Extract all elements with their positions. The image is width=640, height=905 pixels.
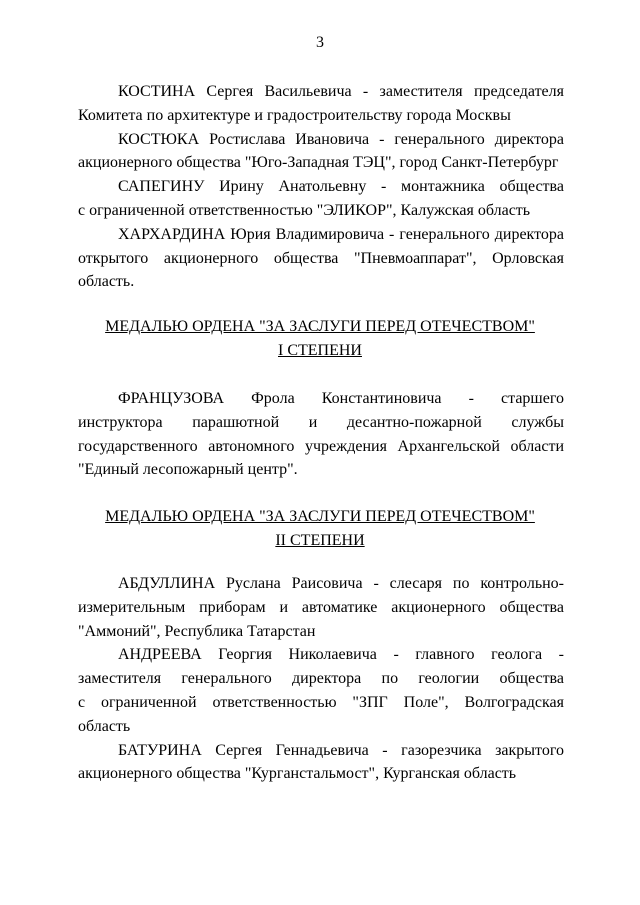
- entry-text-line: "Единый лесопожарный центр".: [78, 461, 298, 479]
- page-number: 3: [316, 34, 324, 51]
- entry-text-line: Комитета по архитектуре и градостроительству города Москвы: [78, 106, 511, 124]
- heading-line: МЕДАЛЬЮ ОРДЕНА "ЗА ЗАСЛУГИ ПЕРЕД ОТЕЧЕСТВОМ": [105, 318, 535, 335]
- list-item: [78, 643, 564, 738]
- entry-text-line: "Аммоний", Республика Татарстан: [78, 622, 316, 640]
- entry-text-line: акционерного общества "Юго-Западная ТЭЦ", город Санкт-Петербург: [78, 154, 559, 172]
- list-item: [78, 80, 564, 128]
- heading-line: МЕДАЛЬЮ ОРДЕНА "ЗА ЗАСЛУГИ ПЕРЕД ОТЕЧЕСТВОМ": [105, 508, 535, 525]
- section-heading-first-degree: [0, 315, 640, 363]
- entry-text-line: открытого акционерного общества "Пневмоаппарат", Орловская: [78, 249, 564, 267]
- list-item: [78, 572, 564, 643]
- entry-text-line: САПЕГИНУ Ирину Анатольевну - монтажника общества: [118, 178, 564, 196]
- list-item: [78, 175, 564, 223]
- heading-line: II СТЕПЕНИ: [275, 531, 365, 549]
- award-list-first-degree: [78, 387, 564, 482]
- entry-text-line: БАТУРИНА Сергея Геннадьевича - газорезчика закрытого: [118, 741, 564, 759]
- entry-text-line: ФРАНЦУЗОВА Фрола Константиновича - старшего: [118, 390, 564, 407]
- entry-text-line: ХАРХАРДИНА Юрия Владимировича - генерального директора: [118, 225, 564, 243]
- list-item: [78, 128, 564, 176]
- heading-line: I СТЕПЕНИ: [278, 341, 362, 359]
- award-list-second-degree: [78, 572, 564, 786]
- entry-text-line: АБДУЛЛИНА Руслана Раисовича - слесаря по контрольно-: [118, 575, 564, 592]
- entry-text-line: заместителя генерального директора по геологии общества: [78, 670, 564, 688]
- entry-text-line: акционерного общества "Курганстальмост", Курганская область: [78, 765, 517, 783]
- entry-text-line: с ограниченной ответственностью "ЗПГ Поле", Волгоградская: [78, 693, 564, 711]
- entry-text-line: область.: [78, 273, 135, 291]
- list-item: [78, 739, 564, 787]
- entry-text-line: измерительным приборам и автоматике акционерного общества: [78, 598, 564, 616]
- list-item: [78, 387, 564, 482]
- entry-text-line: инструктора парашютной и десантно-пожарной службы: [78, 413, 564, 431]
- award-list-continued: [78, 80, 564, 294]
- entry-text-line: с ограниченной ответственностью "ЭЛИКОР", Калужская область: [78, 201, 531, 219]
- entry-text-line: КОСТЮКА Ростислава Ивановича - генерального директора: [118, 130, 564, 148]
- entry-text-line: государственного автономного учреждения Архангельской области: [78, 437, 564, 455]
- entry-text-line: АНДРЕЕВА Георгия Николаевича - главного геолога -: [118, 646, 564, 664]
- section-heading-second-degree: [0, 505, 640, 553]
- list-item: [78, 223, 564, 294]
- entry-text-line: область: [78, 717, 131, 735]
- entry-text-line: КОСТИНА Сергея Васильевича - заместителя председателя: [118, 83, 564, 100]
